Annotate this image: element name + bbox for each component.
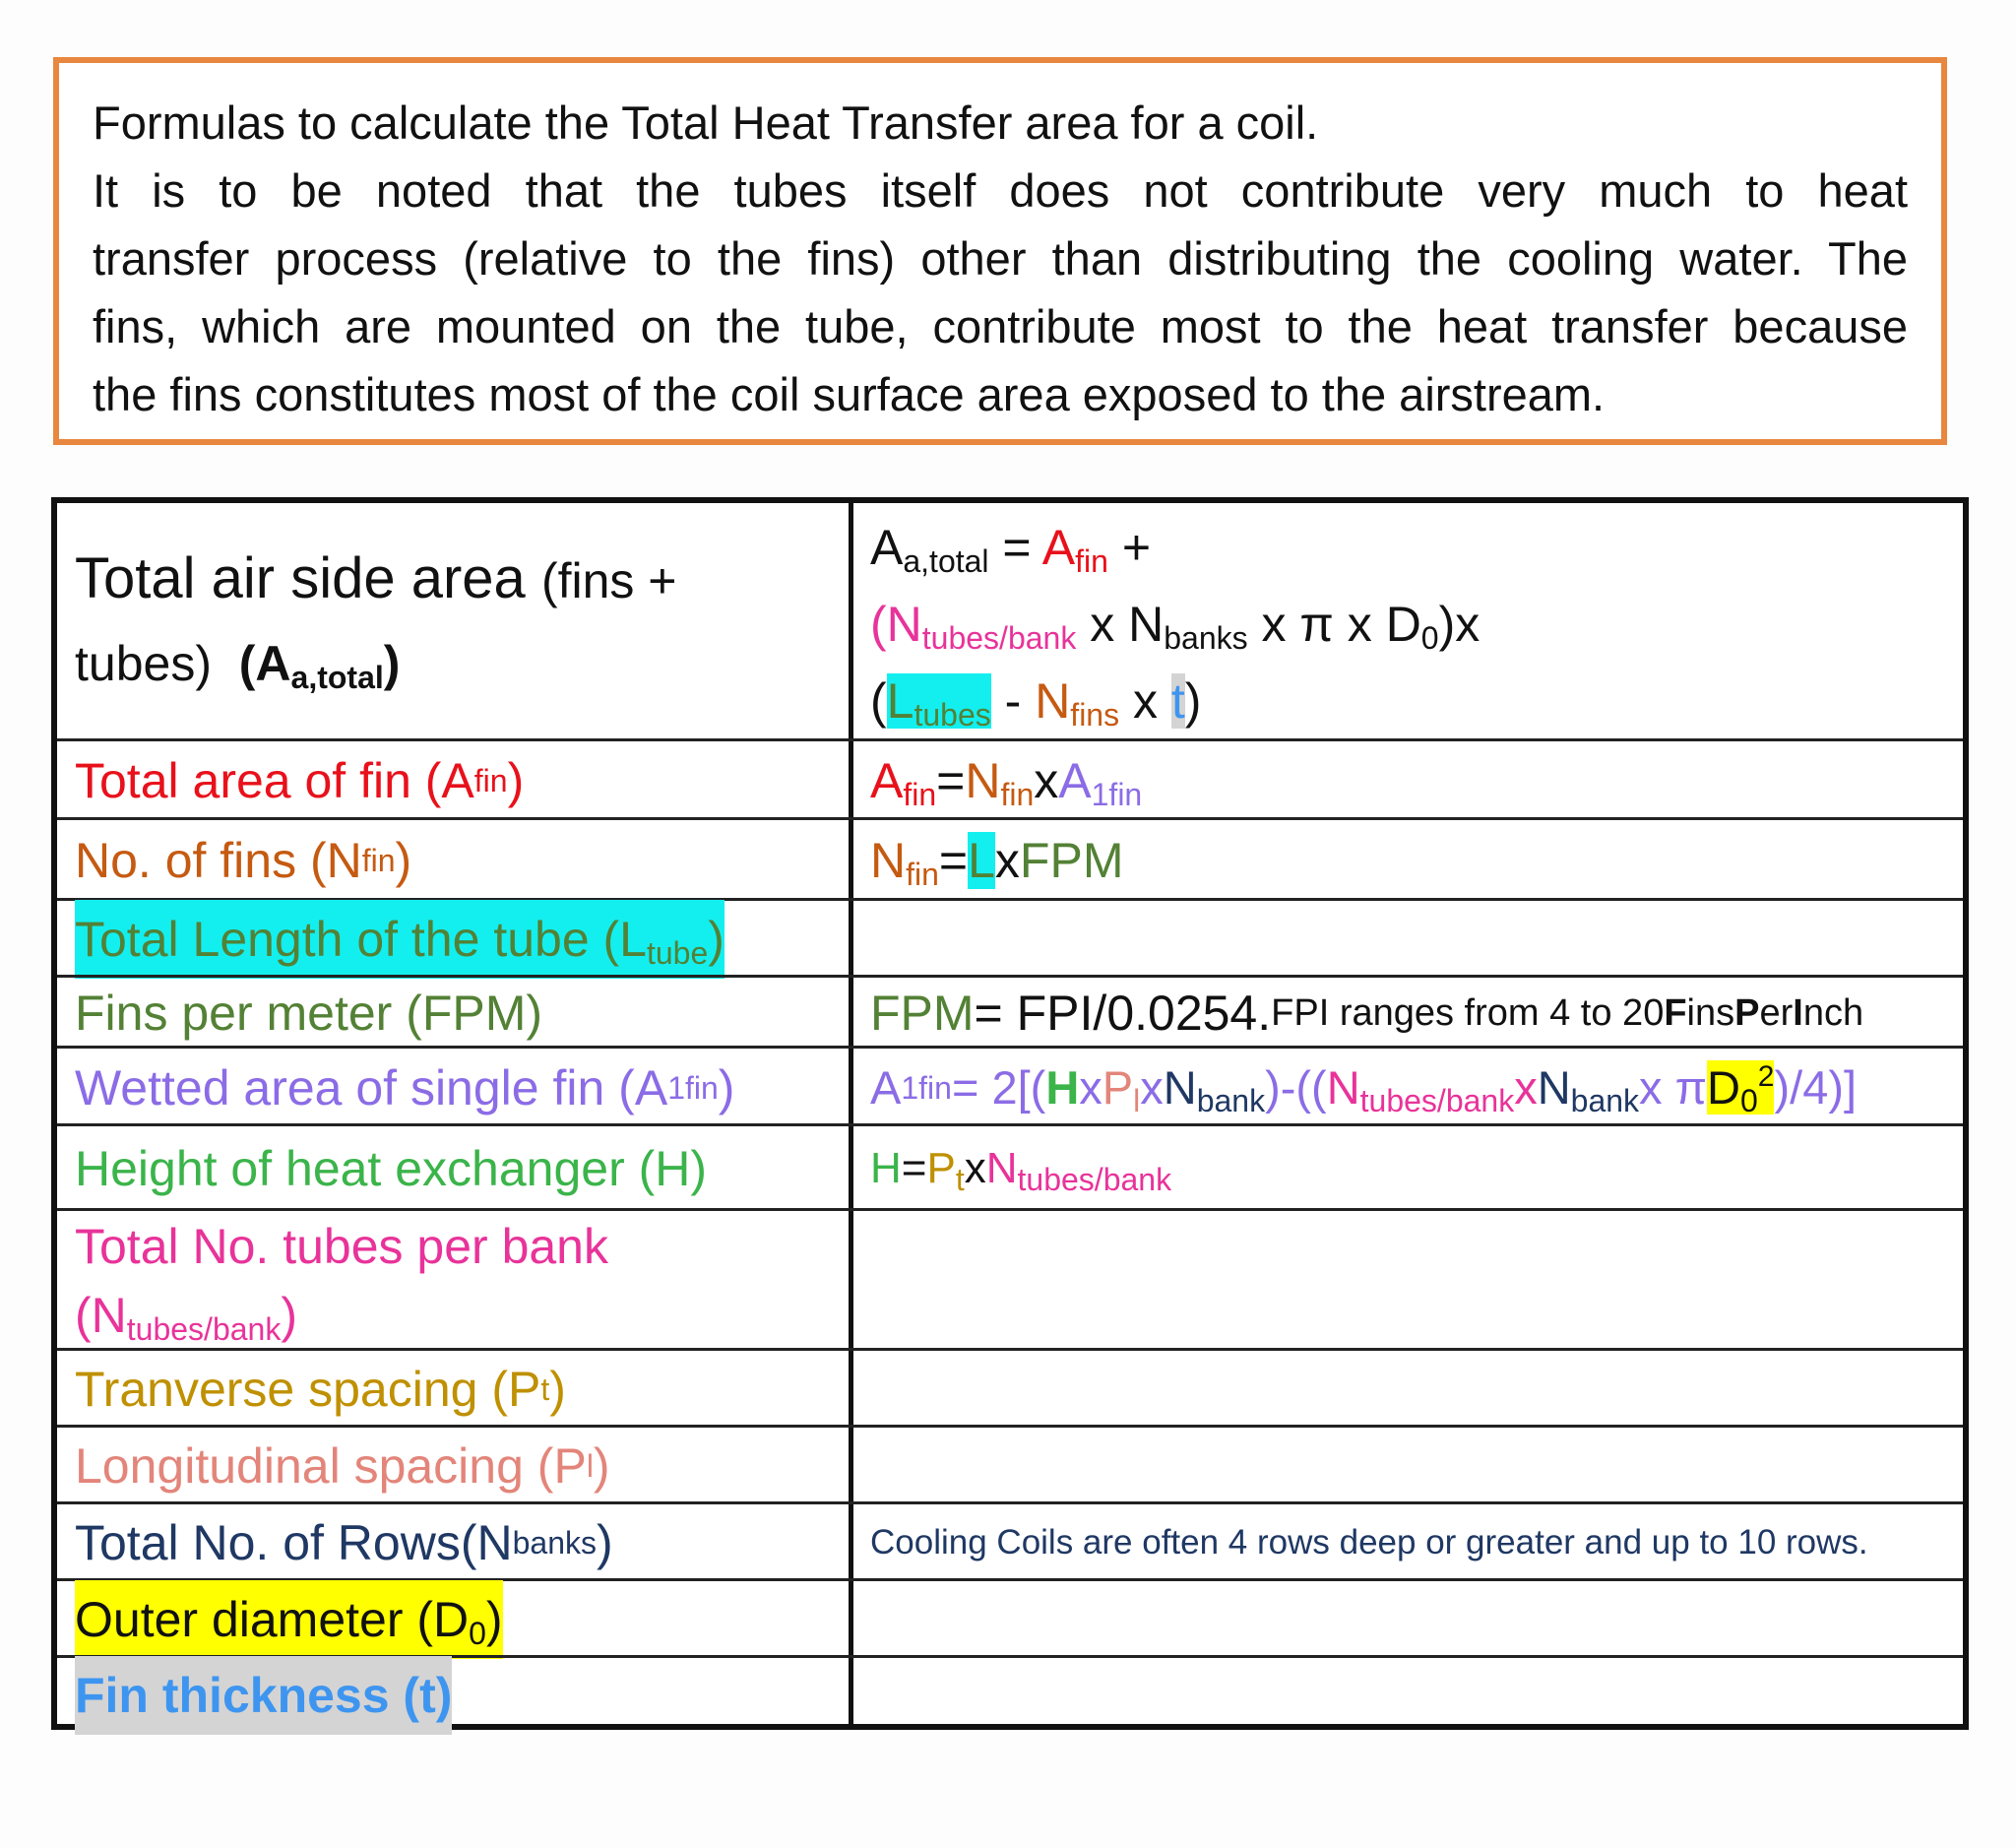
note-cooling-coils-rows: Cooling Coils are often 4 rows deep or greater and up to 10 rows.: [870, 1523, 1868, 1561]
formula-height-of-heat-exchanger: H = $P_t$ x $N_{tubes/bank}$: [870, 1144, 1172, 1197]
formula-no-of-fins: $N_{fin}$ = L x FPM: [870, 833, 1124, 892]
table-row-height-of-heat-exchanger: [57, 1123, 1963, 1211]
table-row-total-air-side-area: [57, 503, 1963, 738]
table-row-total-length-of-tube: [57, 898, 1963, 978]
formula-fin-thickness: [870, 1658, 1963, 1733]
label-wetted-area-single-fin: Wetted area of single fin (A 1fin ): [75, 1059, 735, 1115]
label-total-no-tubes-per-bank: [75, 1211, 843, 1351]
formula-wetted-area-single-fin: A 1fin = 2[( H x $P_l$ x $N_{bank}$ )-(( $N_{tubes/bank}x$ $N_{bank}$ x π $D_0^2$ )/4)]: [870, 1060, 1858, 1118]
formula-total-no-tubes-per-bank: [870, 1211, 1963, 1351]
formula-tranverse-spacing: [870, 1351, 1963, 1428]
intro-line-3: transfer process (relative to the fins) other than distributing the cooling water. The: [93, 232, 1908, 285]
label-fins-per-meter: Fins per meter (FPM): [75, 986, 543, 1041]
label-no-of-fins: No. of fins (N fin ): [75, 833, 412, 888]
intro-line-5: the fins constitutes most of the coil surface area exposed to the airstream.: [93, 368, 1606, 420]
table-row-wetted-area-single-fin: [57, 1046, 1963, 1126]
label-main: Total air side area: [75, 545, 526, 610]
label-tubes: tubes): [75, 635, 212, 691]
formula-longitudinal-spacing: [870, 1428, 1963, 1504]
label-longitudinal-spacing: Longitudinal spacing (P l ): [75, 1438, 610, 1494]
formula-line-2: ($N_{tubes/bank}$ x $N_{banks}$ x π x $D_0)x$: [870, 596, 1480, 656]
formula-outer-diameter: [870, 1581, 1963, 1658]
label-total-area-of-fin: Total area of fin (A fin ): [75, 753, 525, 808]
formula-total-length-of-tube: [870, 901, 1963, 978]
table-row-no-of-fins: [57, 817, 1963, 901]
label-paren: (fins +: [540, 552, 677, 608]
label-total-length-of-tube: Total Length of the tube $(L_{tube})$: [75, 901, 843, 978]
table-row-total-no-tubes-per-bank: [57, 1208, 1963, 1351]
table-row-longitudinal-spacing: [57, 1425, 1963, 1504]
table-row-fin-thickness: [57, 1655, 1963, 1733]
formula-fins-per-meter: FPM = FPI/0.0254. FPI ranges from 4 to 20 F ins P er I nch: [870, 986, 1864, 1041]
table-row-total-area-of-fin: [57, 738, 1963, 820]
table-row-fins-per-meter: [57, 975, 1963, 1049]
table-row-outer-diameter: [57, 1578, 1963, 1658]
label-outer-diameter: Outer diameter $(D_0)$: [75, 1581, 843, 1658]
label-tranverse-spacing: Tranverse spacing (P t ): [75, 1362, 566, 1417]
intro-box: [53, 57, 1947, 445]
label-symbol: $(A_{a,total})$: [238, 635, 401, 695]
formula-line-1: $A_{a,total} = A_{fin}$ +: [870, 519, 1152, 579]
label-total-no-of-rows: Total No. of Rows(N banks ): [75, 1515, 613, 1570]
table-row-total-no-of-rows: [57, 1501, 1963, 1581]
formula-table: [51, 497, 1969, 1730]
label-line-1: [75, 538, 677, 622]
label-fin-thickness: Fin thickness (t): [75, 1658, 843, 1733]
table-row-tranverse-spacing: [57, 1348, 1963, 1428]
label-total-air-side-area: [75, 503, 843, 738]
label-line-2: [75, 622, 400, 705]
intro-line-4: fins, which are mounted on the tube, contribute most to the heat transfer because: [93, 300, 1908, 352]
intro-line-1: Formulas to calculate the Total Heat Transfer area for a coil.: [93, 96, 1319, 149]
label-height-of-heat-exchanger: Height of heat exchanger (H): [75, 1141, 708, 1196]
intro-line-2: It is to be noted that the tubes itself does not contribute very much to heat: [93, 164, 1908, 217]
formula-total-area-of-fin: $A_{fin}$ = $N_{fin}$ x $A_{1fin}$: [870, 753, 1143, 812]
formula-total-air-side-area: [870, 503, 1963, 738]
label-line-1: Total No. tubes per bank: [75, 1219, 608, 1274]
formula-line-3: ($L_{tubes} - N_{fins}$ x t): [870, 672, 1202, 733]
label-line-2: $(N_{tubes/bank})$: [75, 1288, 297, 1347]
